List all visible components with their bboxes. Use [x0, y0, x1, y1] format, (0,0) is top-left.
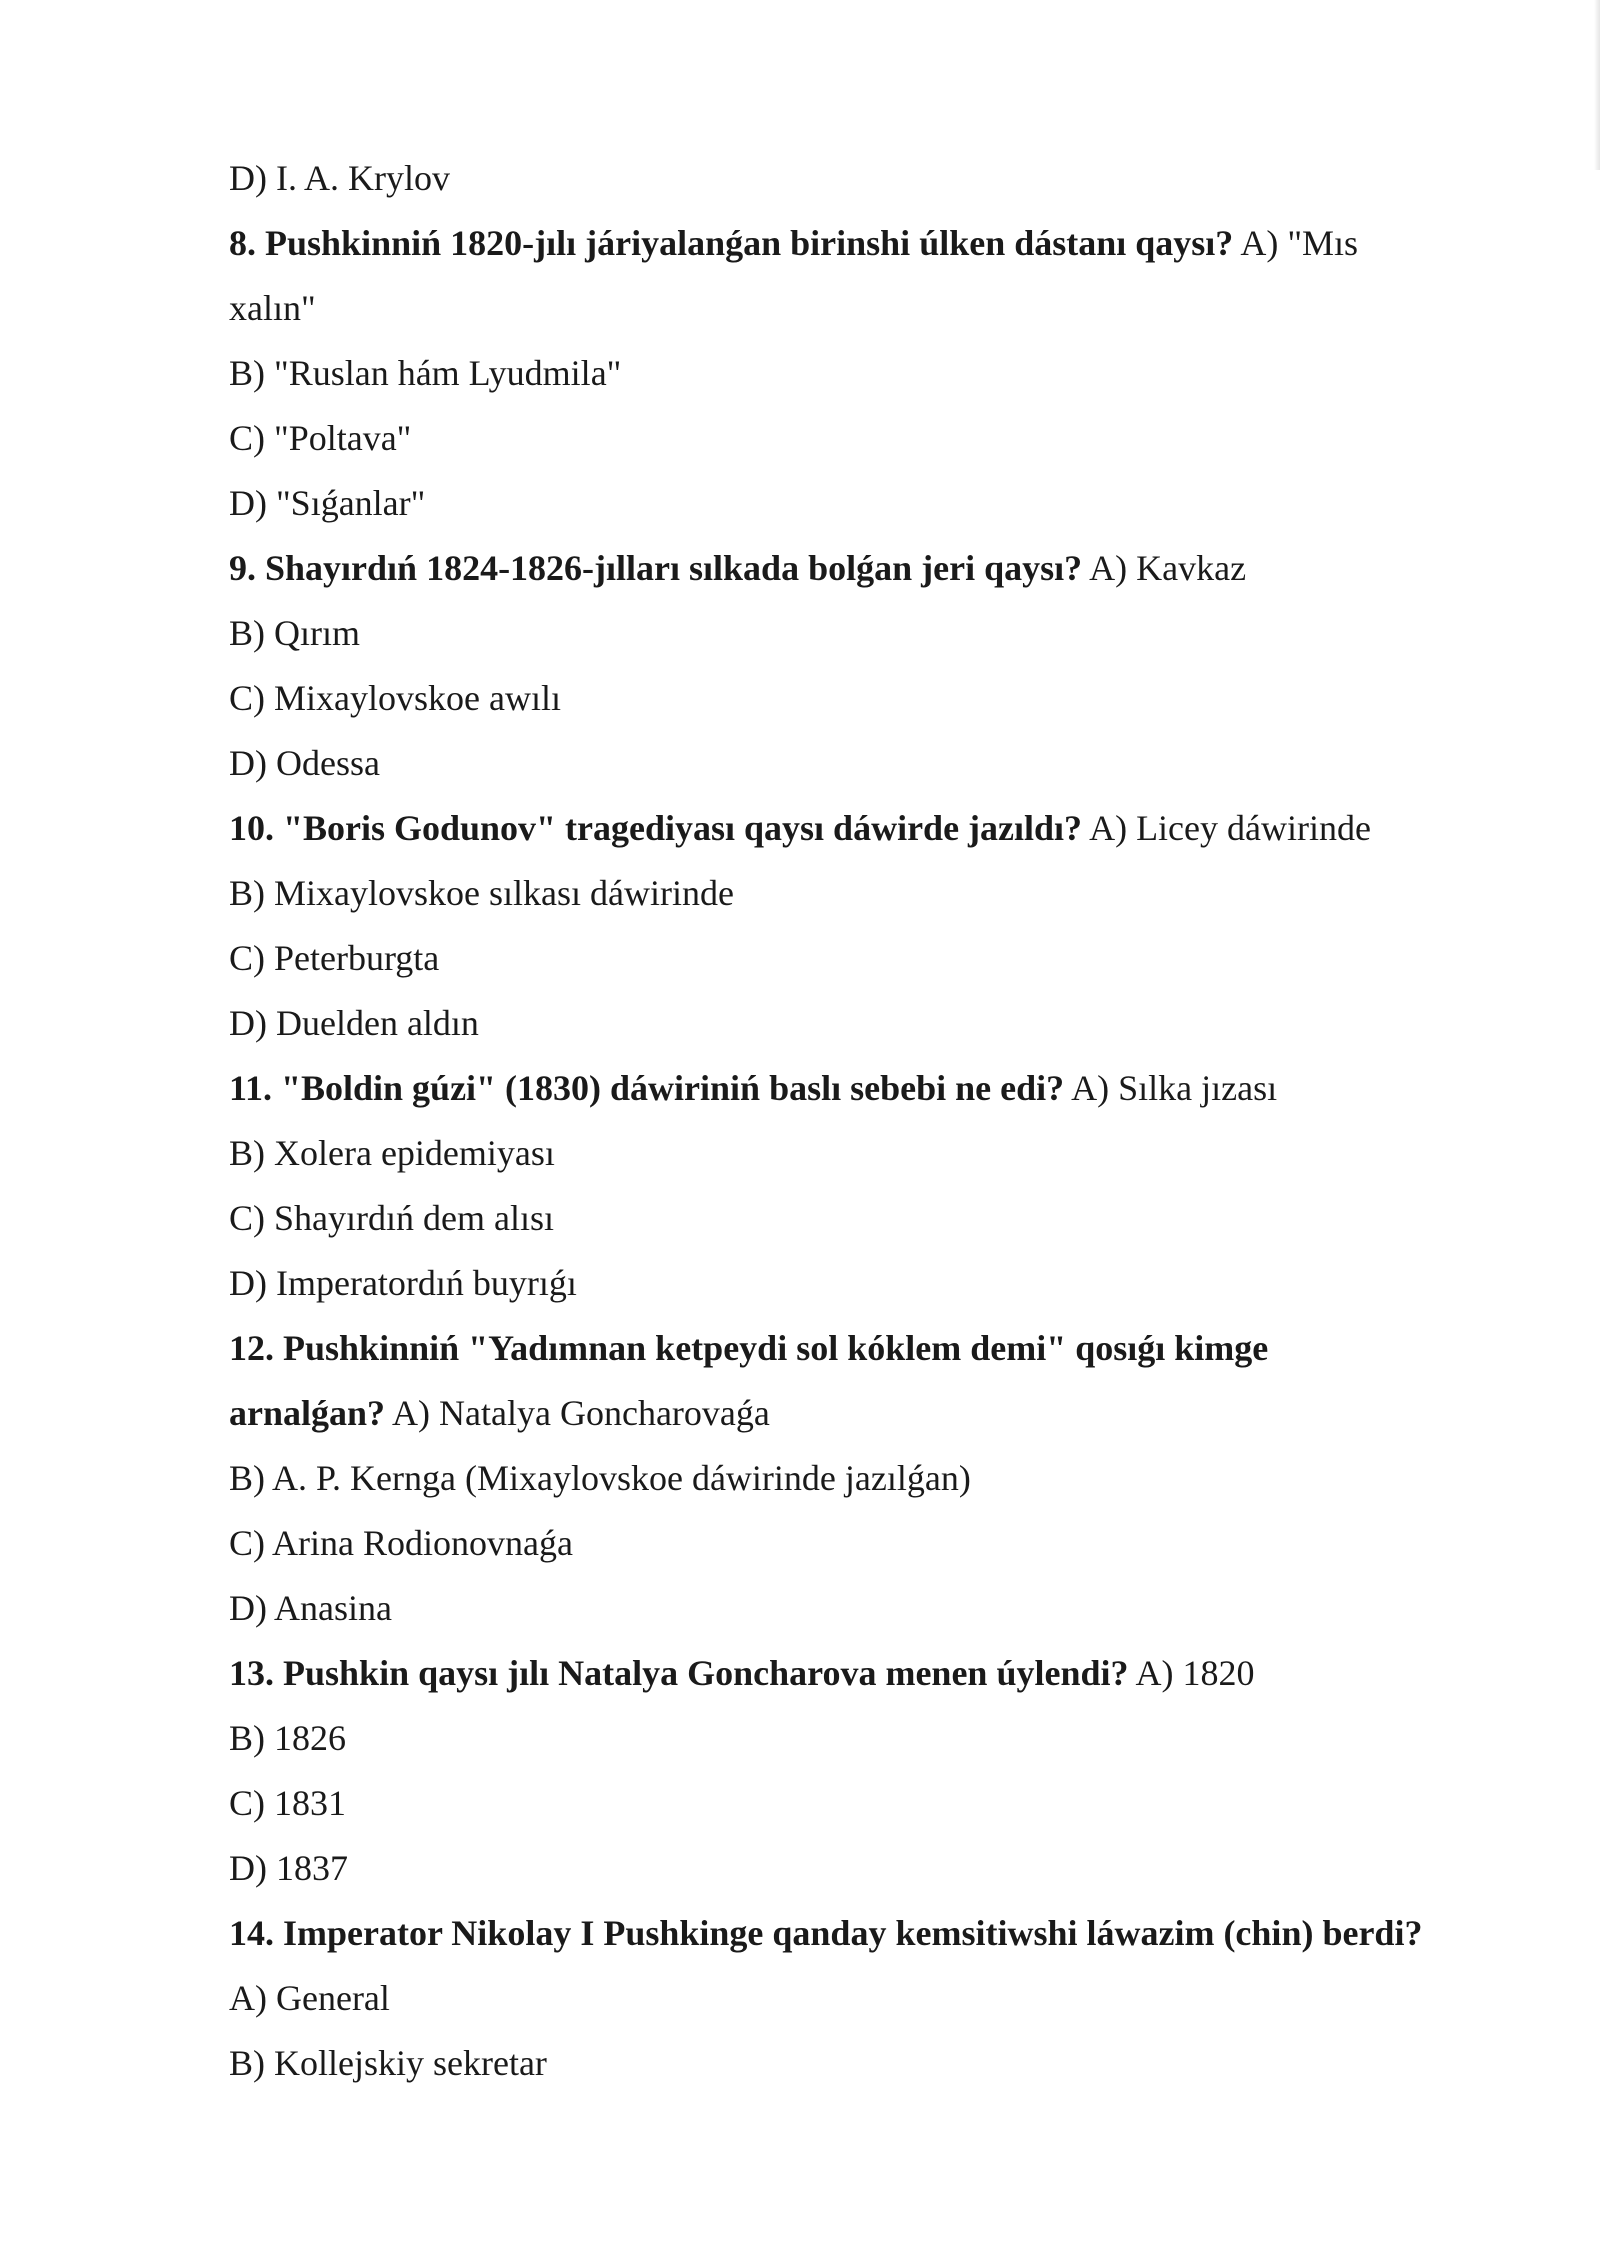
option-text: D) Odessa	[229, 743, 380, 783]
option-text: B) Qırım	[229, 613, 360, 653]
question-line	[229, 211, 1529, 276]
option-line	[229, 146, 1529, 211]
option-text: C) Peterburgta	[229, 938, 440, 978]
question-line	[229, 796, 1529, 861]
option-text: B) Kollejskiy sekretar	[229, 2043, 547, 2083]
option-line	[229, 926, 1529, 991]
option-line	[229, 1576, 1529, 1641]
option-line	[229, 276, 1529, 341]
option-text: D) "Sıǵanlar"	[229, 483, 426, 523]
question-text: 14. Imperator Nikolay I Pushkinge qanday kemsitiwshi láwazim (chin) berdi?	[229, 1913, 1423, 1953]
option-line	[229, 406, 1529, 471]
question-line	[229, 1381, 1529, 1446]
option-text: C) Arina Rodionovnaǵa	[229, 1523, 573, 1563]
document-content	[229, 146, 1529, 2096]
option-text: C) Mixaylovskoe awılı	[229, 678, 561, 718]
option-line	[229, 1446, 1529, 1511]
question-text: arnalǵan?	[229, 1393, 386, 1433]
inline-option-text: A) "Mıs	[1240, 223, 1359, 263]
option-text: C) "Poltava"	[229, 418, 412, 458]
option-line	[229, 601, 1529, 666]
question-text: 8. Pushkinniń 1820-jılı járiyalanǵan birinshi úlken dástanı qaysı?	[229, 223, 1234, 263]
option-line	[229, 1966, 1529, 2031]
option-line	[229, 1511, 1529, 1576]
option-text: D) Anasina	[229, 1588, 392, 1628]
option-line	[229, 341, 1529, 406]
inline-option-text: A) Natalya Goncharovaǵa	[392, 1393, 770, 1433]
question-text: 10. "Boris Godunov" tragediyası qaysı dáwirde jazıldı?	[229, 808, 1083, 848]
option-text: A) General	[229, 1978, 390, 2018]
option-text: D) 1837	[229, 1848, 348, 1888]
page-edge-shadow	[1594, 0, 1600, 170]
question-line	[229, 1641, 1529, 1706]
option-line	[229, 666, 1529, 731]
question-text: 12. Pushkinniń "Yadımnan ketpeydi sol kóklem demi" qosıǵı kimge	[229, 1328, 1269, 1368]
option-line	[229, 1771, 1529, 1836]
question-line	[229, 1901, 1529, 1966]
option-text: B) Mixaylovskoe sılkası dáwirinde	[229, 873, 734, 913]
option-text: B) 1826	[229, 1718, 346, 1758]
option-line	[229, 2031, 1529, 2096]
option-line	[229, 731, 1529, 796]
option-text: D) I. A. Krylov	[229, 158, 450, 198]
question-line	[229, 1056, 1529, 1121]
option-text: D) Duelden aldın	[229, 1003, 479, 1043]
option-text: D) Imperatordıń buyrıǵı	[229, 1263, 577, 1303]
option-text: B) "Ruslan hám Lyudmila"	[229, 353, 622, 393]
question-text: 11. "Boldin gúzi" (1830) dáwiriniń baslı sebebi ne edi?	[229, 1068, 1065, 1108]
inline-option-text: A) Sılka jızası	[1071, 1068, 1278, 1108]
option-text: C) 1831	[229, 1783, 346, 1823]
option-line	[229, 1706, 1529, 1771]
inline-option-text: A) 1820	[1135, 1653, 1255, 1693]
option-line	[229, 991, 1529, 1056]
option-text: C) Shayırdıń dem alısı	[229, 1198, 554, 1238]
option-line	[229, 1186, 1529, 1251]
option-text: B) A. P. Kernga (Mixaylovskoe dáwirinde jazılǵan)	[229, 1458, 971, 1498]
option-line	[229, 861, 1529, 926]
option-line	[229, 471, 1529, 536]
question-text: 13. Pushkin qaysı jılı Natalya Goncharova menen úylendi?	[229, 1653, 1129, 1693]
question-line	[229, 1316, 1529, 1381]
option-line	[229, 1251, 1529, 1316]
inline-option-text: A) Kavkaz	[1089, 548, 1247, 588]
inline-option-text: A) Licey dáwirinde	[1089, 808, 1371, 848]
option-text: B) Xolera epidemiyası	[229, 1133, 555, 1173]
option-line	[229, 1121, 1529, 1186]
option-line	[229, 1836, 1529, 1901]
question-text: 9. Shayırdıń 1824-1826-jılları sılkada bolǵan jeri qaysı?	[229, 548, 1083, 588]
option-text: xalın"	[229, 288, 316, 328]
question-line	[229, 536, 1529, 601]
